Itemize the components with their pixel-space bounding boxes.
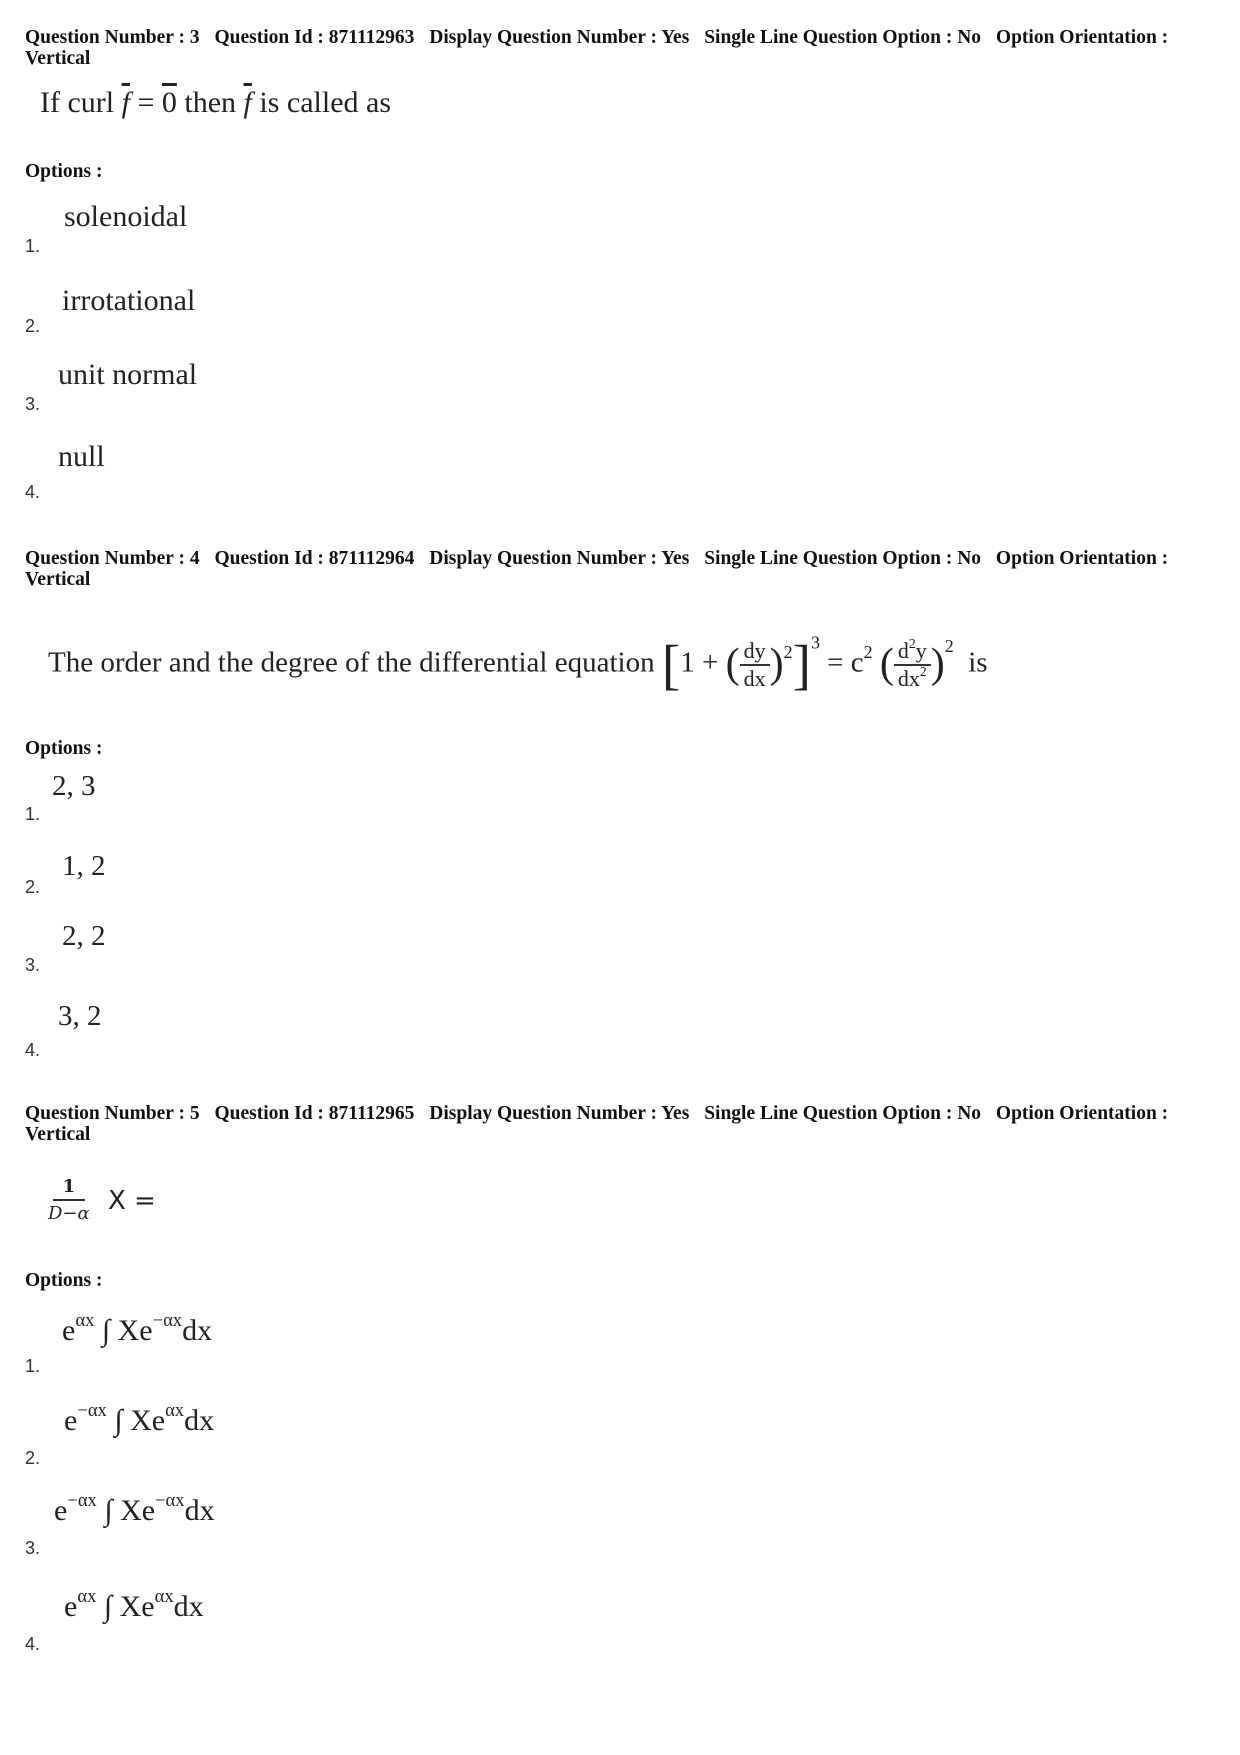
numerator-d: d: [897, 638, 909, 663]
denominator-dx: dx: [897, 666, 920, 691]
denominator: dx: [743, 666, 766, 691]
equals-c: = c: [827, 646, 864, 679]
options-label: Options :: [25, 738, 103, 759]
question-id: Question Id : 871112965: [214, 1103, 415, 1124]
exponent: αx: [154, 1586, 174, 1608]
option-text: 2, 2: [62, 920, 106, 952]
stem-text: is: [968, 646, 988, 679]
question-stem: [44, 1178, 156, 1223]
integral-sign: ∫: [114, 1404, 123, 1437]
differential: dx: [184, 1494, 215, 1527]
left-bracket: [: [661, 633, 681, 695]
exponent: αx: [165, 1400, 185, 1422]
question-number: Question Number : 3: [25, 27, 200, 48]
numerator: dy: [740, 640, 770, 666]
display-question-number: Display Question Number : Yes: [429, 1103, 690, 1124]
single-line-option: Single Line Question Option : No: [704, 27, 982, 48]
single-line-option: Single Line Question Option : No: [704, 1103, 982, 1124]
base-e: e: [64, 1404, 78, 1437]
option-number: 1.: [25, 804, 41, 824]
option-number: 4.: [25, 1040, 41, 1060]
exponent: 3: [810, 632, 820, 653]
option-text: [64, 1400, 215, 1438]
base-e: e: [64, 1590, 78, 1623]
option-number: 2.: [25, 1448, 41, 1468]
options-label: Options :: [25, 161, 103, 182]
option-number: 2.: [25, 316, 41, 336]
exponent: 2: [919, 663, 927, 679]
equals-sign: =: [137, 86, 155, 119]
differential: dx: [173, 1590, 204, 1623]
display-question-number: Display Question Number : Yes: [429, 548, 690, 569]
option-number: 3.: [25, 394, 41, 414]
numerator: 1: [53, 1178, 86, 1201]
stem-text: is called as: [259, 86, 392, 119]
stem-text: then: [184, 86, 237, 119]
numerator-y: y: [915, 638, 927, 663]
base-e: e: [54, 1494, 68, 1527]
option-number: 1.: [25, 236, 41, 256]
option-number: 1.: [25, 1356, 41, 1376]
fraction-1-over-d-minus-alpha: [44, 1178, 94, 1223]
exponent: −αx: [155, 1490, 185, 1512]
integrand: Xe: [117, 1314, 153, 1347]
exponent: −αx: [152, 1310, 183, 1332]
question-number: Question Number : 4: [25, 548, 200, 569]
integrand: Xe: [120, 1494, 156, 1527]
option-text: [54, 1490, 215, 1528]
option-text: null: [58, 440, 105, 473]
option-number: 4.: [25, 1634, 41, 1654]
option-text: [64, 1586, 204, 1624]
stem-text: If curl: [40, 86, 115, 119]
exponent: αx: [75, 1310, 95, 1332]
right-bracket: ]: [792, 633, 811, 695]
fraction-d2y-dx2: [894, 635, 931, 691]
exponent: −αx: [77, 1400, 107, 1422]
option-orientation: Option Orientation : Vertical: [25, 548, 1169, 590]
option-text: [62, 1310, 213, 1348]
left-paren: (: [879, 641, 894, 688]
stem-text: X =: [107, 1185, 156, 1216]
left-paren: (: [725, 641, 740, 688]
differential: dx: [182, 1314, 213, 1347]
option-number: 3.: [25, 1538, 41, 1558]
question-header: [25, 27, 1215, 69]
question-stem: [40, 86, 391, 120]
options-label: Options :: [25, 1270, 103, 1291]
option-text: irrotational: [62, 284, 196, 317]
question-header: [25, 1103, 1215, 1145]
numerator: [894, 635, 931, 666]
exponent: 2: [783, 642, 793, 663]
integral-sign: ∫: [101, 1314, 111, 1347]
denominator: [894, 663, 931, 691]
zero-vector: 0: [161, 86, 177, 119]
option-text: 3, 2: [58, 1000, 102, 1032]
stem-text: The order and the degree of the differential equation: [48, 646, 655, 679]
option-orientation: Option Orientation : Vertical: [25, 27, 1169, 69]
question-stem: [48, 632, 988, 695]
right-paren: ): [930, 641, 945, 688]
stem-text: 1 +: [680, 646, 719, 679]
right-paren: ): [769, 641, 784, 688]
exponent: αx: [77, 1586, 97, 1608]
display-question-number: Display Question Number : Yes: [429, 27, 690, 48]
exponent: 2: [863, 642, 873, 663]
integral-sign: ∫: [104, 1494, 113, 1527]
option-text: 2, 3: [52, 770, 96, 802]
question-id: Question Id : 871112963: [214, 27, 415, 48]
option-text: solenoidal: [64, 200, 188, 233]
exponent: 2: [944, 635, 954, 656]
exponent: −αx: [67, 1490, 97, 1512]
single-line-option: Single Line Question Option : No: [704, 548, 982, 569]
option-text: 1, 2: [62, 850, 106, 882]
exponent: 2: [908, 635, 916, 651]
question-id: Question Id : 871112964: [214, 548, 415, 569]
integral-sign: ∫: [103, 1590, 113, 1623]
option-number: 4.: [25, 482, 41, 502]
option-number: 3.: [25, 955, 41, 975]
option-text: unit normal: [58, 358, 198, 391]
differential: dx: [184, 1404, 215, 1437]
fraction-dy-dx: [740, 640, 770, 690]
question-number: Question Number : 5: [25, 1103, 200, 1124]
vector-f: $\overline{f}$: [243, 86, 252, 119]
question-header: [25, 548, 1215, 590]
denominator: D−α: [48, 1203, 90, 1224]
integrand: Xe: [130, 1404, 166, 1437]
vector-f: $\overline{f}$: [121, 86, 130, 119]
option-orientation: Option Orientation : Vertical: [25, 1103, 1169, 1145]
base-e: e: [62, 1314, 76, 1347]
integrand: Xe: [119, 1590, 155, 1623]
option-number: 2.: [25, 877, 41, 897]
